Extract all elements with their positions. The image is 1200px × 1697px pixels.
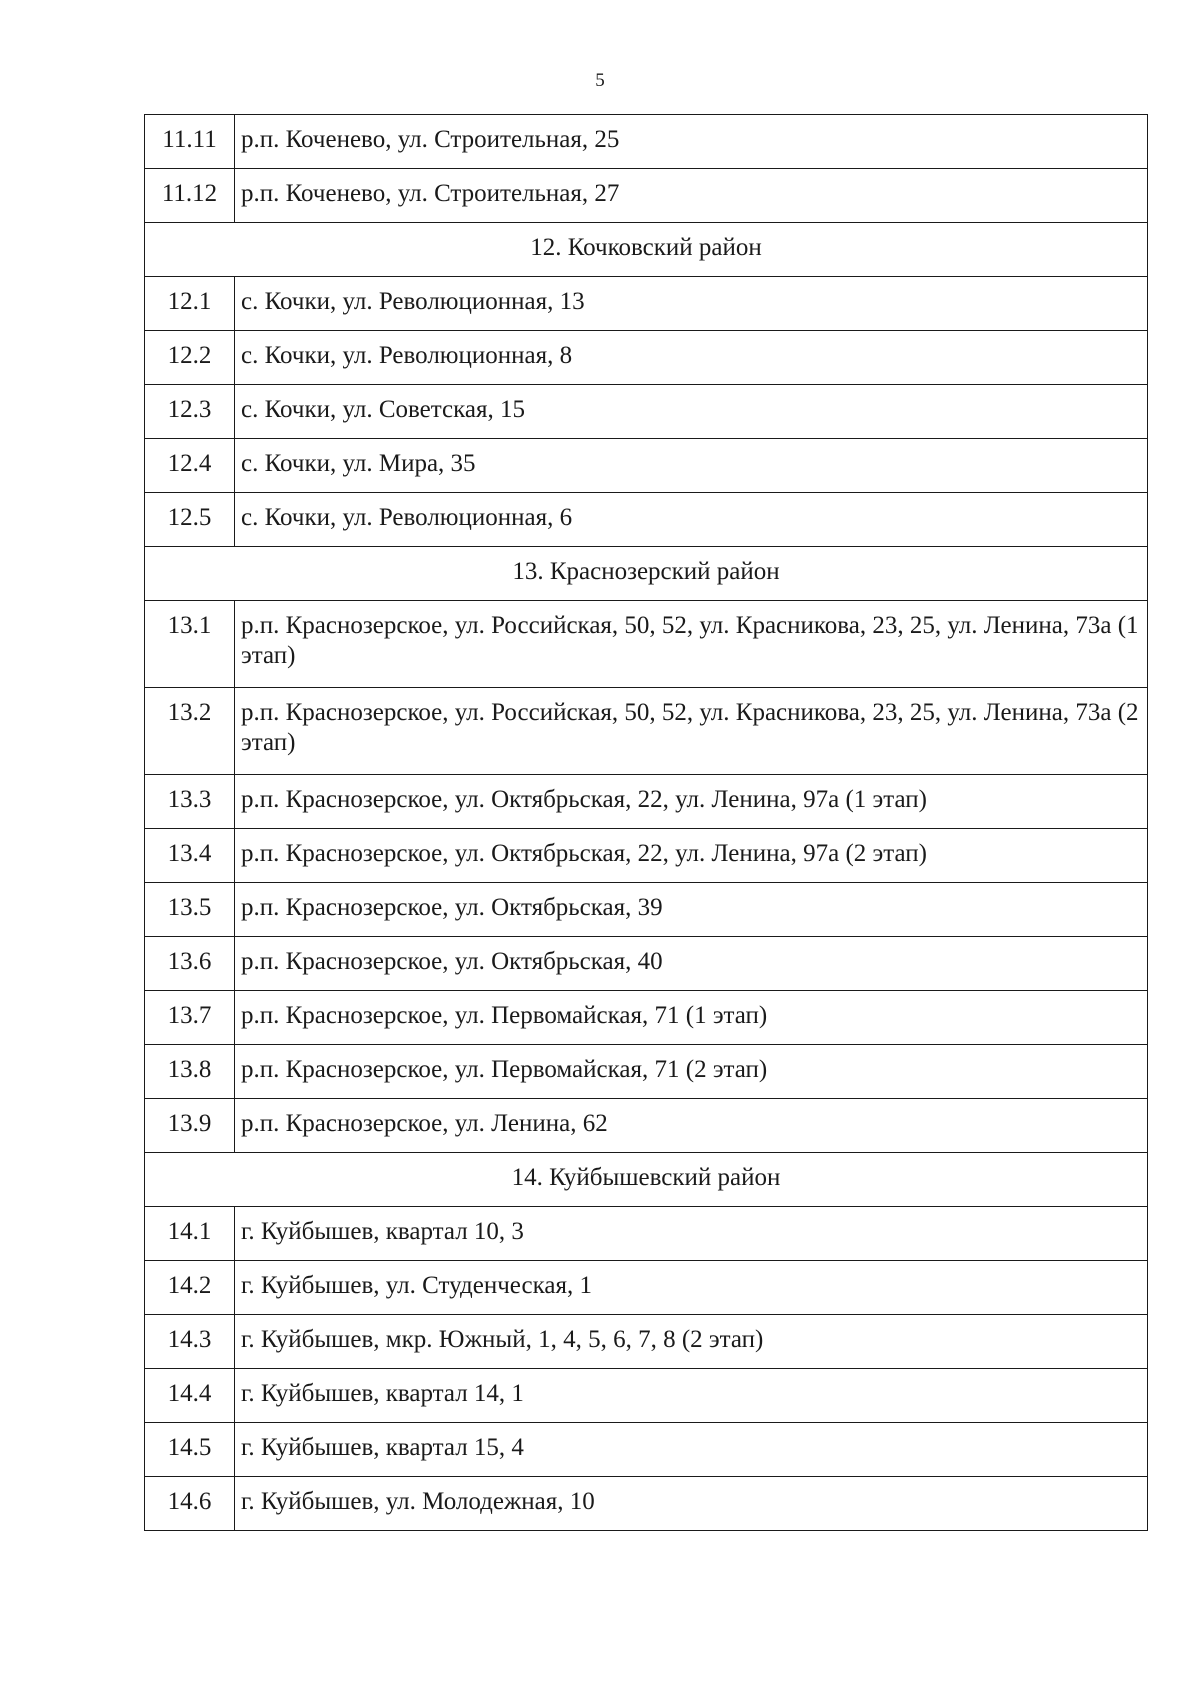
- table-row: [145, 1369, 1148, 1423]
- table-row: [145, 1477, 1148, 1531]
- row-number: 13.3: [145, 775, 235, 829]
- row-address: р.п. Коченево, ул. Строительная, 27: [235, 169, 1148, 223]
- row-number: 14.4: [145, 1369, 235, 1423]
- row-number: 13.5: [145, 883, 235, 937]
- table-row: [145, 115, 1148, 169]
- table-row: [145, 937, 1148, 991]
- row-number: 14.1: [145, 1207, 235, 1261]
- table-row: [145, 601, 1148, 688]
- row-address: г. Куйбышев, квартал 15, 4: [235, 1423, 1148, 1477]
- row-address: р.п. Краснозерское, ул. Октябрьская, 22, ул. Ленина, 97а (1 этап): [235, 775, 1148, 829]
- page-number: 5: [595, 70, 605, 91]
- table-row: [145, 1099, 1148, 1153]
- row-number: 14.3: [145, 1315, 235, 1369]
- table-row: [145, 1045, 1148, 1099]
- table-row: [145, 493, 1148, 547]
- row-address: г. Куйбышев, ул. Студенческая, 1: [235, 1261, 1148, 1315]
- row-number: 13.8: [145, 1045, 235, 1099]
- row-number: 13.7: [145, 991, 235, 1045]
- table-row: [145, 883, 1148, 937]
- row-address: р.п. Коченево, ул. Строительная, 25: [235, 115, 1148, 169]
- row-number: 12.5: [145, 493, 235, 547]
- table-row: [145, 439, 1148, 493]
- row-address: г. Куйбышев, квартал 14, 1: [235, 1369, 1148, 1423]
- table-row: [145, 829, 1148, 883]
- table-row: [145, 991, 1148, 1045]
- row-address: с. Кочки, ул. Мира, 35: [235, 439, 1148, 493]
- district-title: 12. Кочковский район: [145, 223, 1148, 277]
- row-address: р.п. Краснозерское, ул. Российская, 50, 52, ул. Красникова, 23, 25, ул. Ленина, 73а (1 этап): [235, 601, 1148, 688]
- row-address: г. Куйбышев, ул. Молодежная, 10: [235, 1477, 1148, 1531]
- row-address: р.п. Краснозерское, ул. Октябрьская, 39: [235, 883, 1148, 937]
- row-number: 13.1: [145, 601, 235, 688]
- row-address: г. Куйбышев, мкр. Южный, 1, 4, 5, 6, 7, 8 (2 этап): [235, 1315, 1148, 1369]
- row-address: р.п. Краснозерское, ул. Первомайская, 71 (1 этап): [235, 991, 1148, 1045]
- row-address: р.п. Краснозерское, ул. Первомайская, 71 (2 этап): [235, 1045, 1148, 1099]
- table-row: [145, 385, 1148, 439]
- district-header-row: [145, 1153, 1148, 1207]
- table-body: [145, 115, 1148, 1531]
- table-row: [145, 688, 1148, 775]
- address-table: [144, 114, 1148, 1531]
- row-number: 11.11: [145, 115, 235, 169]
- row-number: 13.9: [145, 1099, 235, 1153]
- row-address: с. Кочки, ул. Советская, 15: [235, 385, 1148, 439]
- row-number: 12.2: [145, 331, 235, 385]
- row-address: р.п. Краснозерское, ул. Российская, 50, 52, ул. Красникова, 23, 25, ул. Ленина, 73а (2 этап): [235, 688, 1148, 775]
- row-number: 14.2: [145, 1261, 235, 1315]
- row-number: 13.4: [145, 829, 235, 883]
- row-number: 14.5: [145, 1423, 235, 1477]
- row-address: р.п. Краснозерское, ул. Ленина, 62: [235, 1099, 1148, 1153]
- district-title: 14. Куйбышевский район: [145, 1153, 1148, 1207]
- district-header-row: [145, 223, 1148, 277]
- district-title: 13. Краснозерский район: [145, 547, 1148, 601]
- table-row: [145, 1315, 1148, 1369]
- table-row: [145, 277, 1148, 331]
- table-row: [145, 1423, 1148, 1477]
- table-row: [145, 331, 1148, 385]
- row-address: с. Кочки, ул. Революционная, 8: [235, 331, 1148, 385]
- row-number: 12.4: [145, 439, 235, 493]
- row-number: 12.1: [145, 277, 235, 331]
- row-number: 13.6: [145, 937, 235, 991]
- table-row: [145, 775, 1148, 829]
- row-number: 13.2: [145, 688, 235, 775]
- row-address: р.п. Краснозерское, ул. Октябрьская, 40: [235, 937, 1148, 991]
- row-address: р.п. Краснозерское, ул. Октябрьская, 22, ул. Ленина, 97а (2 этап): [235, 829, 1148, 883]
- row-number: 12.3: [145, 385, 235, 439]
- table-row: [145, 1261, 1148, 1315]
- row-address: г. Куйбышев, квартал 10, 3: [235, 1207, 1148, 1261]
- row-address: с. Кочки, ул. Революционная, 6: [235, 493, 1148, 547]
- district-header-row: [145, 547, 1148, 601]
- table-row: [145, 169, 1148, 223]
- row-address: с. Кочки, ул. Революционная, 13: [235, 277, 1148, 331]
- row-number: 11.12: [145, 169, 235, 223]
- row-number: 14.6: [145, 1477, 235, 1531]
- table-row: [145, 1207, 1148, 1261]
